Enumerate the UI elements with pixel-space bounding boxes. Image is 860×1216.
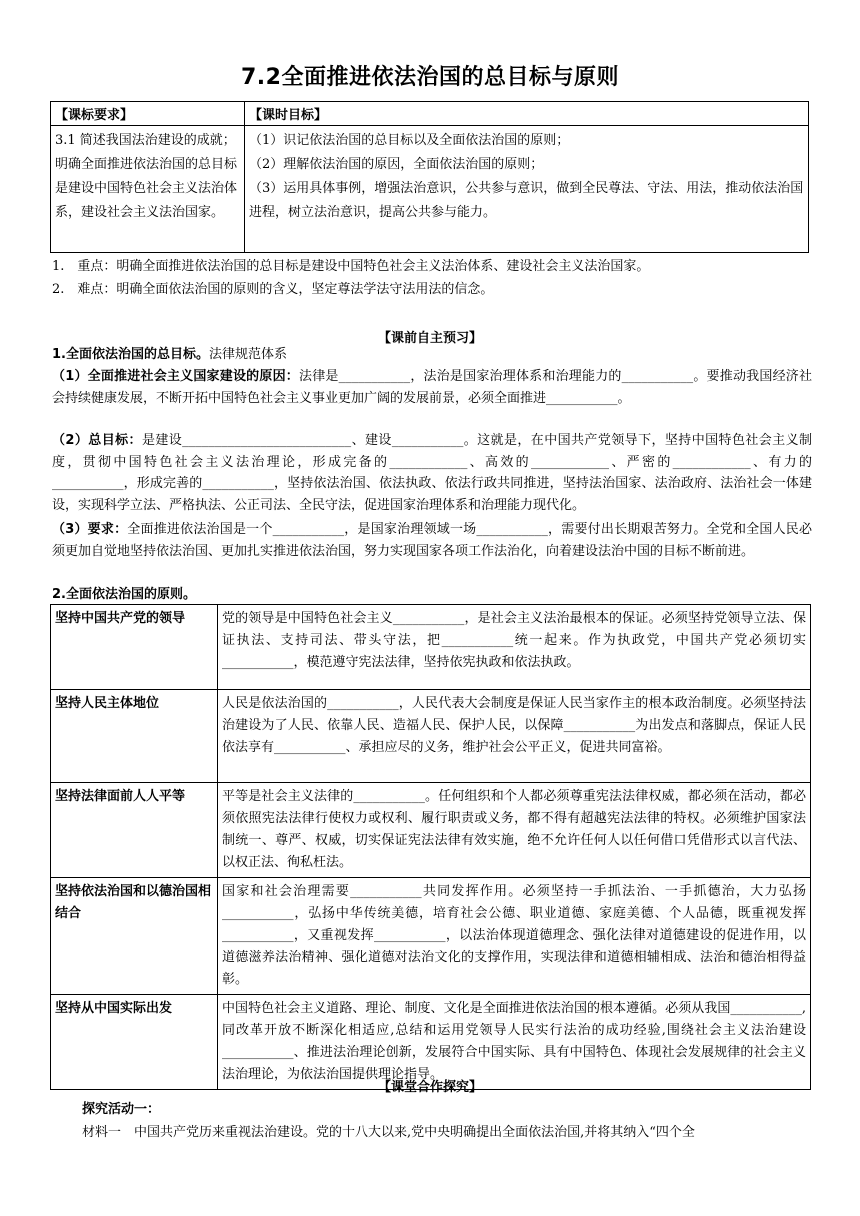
principle-row bbox=[51, 878, 811, 995]
inquiry-section-title: 【课堂合作探究】 bbox=[377, 1080, 482, 1095]
principle-row bbox=[51, 783, 811, 878]
paragraph-text: 法律是___________，法治是国家治理体系和治理能力的___________。要推动我国经济社会持续健康发展，不断开拓中国特色社会主义事业更加广阔的发展前景，必须全面推进___________。 bbox=[52, 369, 812, 406]
heading-normal: 法律规范体系 bbox=[208, 347, 287, 362]
page-title: 7.2全面推进依法治国的总目标与原则 bbox=[241, 65, 619, 90]
paragraph-label: （1）全面推进社会主义国家建设的原因： bbox=[52, 369, 299, 384]
key-point: 1. 重点：明确全面推进依法治国的总目标是建设中国特色社会主义法治体系、建设社会主义法治国家。 bbox=[52, 259, 650, 274]
paragraph-label: （3）要求： bbox=[52, 522, 128, 537]
preview-paragraph-2 bbox=[52, 430, 812, 516]
activity-title: 探究活动一： bbox=[82, 1102, 161, 1117]
principle-text: 平等是社会主义法律的___________。任何组织和个人都必须尊重宪法法律权威，都必须在活动，都必须依照宪法法律行使权力或权利、履行职责或义务，都不得有超越宪法法律的特权。必须维护国家法制统一、尊严、权威，切实保证宪法法律有效实施，绝不允许任何人以任何借口凭借形式以言代法、以权正法、徇私枉法。 bbox=[218, 783, 811, 878]
curriculum-header: 【课标要求】 bbox=[51, 102, 245, 126]
principle-text: 人民是依法治国的___________，人民代表大会制度是保证人民当家作主的根本政治制度。必须坚持法治建设为了人民、依靠人民、造福人民、保护人民，以保障___________为出发点和落脚点，保证人民依法享有___________、承担应尽的义务，维护社会公平正义，促进共同富裕。 bbox=[218, 690, 811, 783]
principle-name: 坚持依法治国和以德治国相结合 bbox=[51, 878, 218, 995]
objective-item: （3）运用具体事例，增强法治意识，公共参与意识，做到全民尊法、守法、用法，推动依法治国进程，树立法治意识，提高公共参与能力。 bbox=[249, 181, 804, 220]
paragraph-text: 是建设__________________________、建设___________。这就是，在中国共产党领导下，坚持中国特色社会主义制度，贯彻中国特色社会主义法治理论，形成完备的____________、高效的____________、严密的____________、有力的___________，形成完善的___________，坚持依法治国、依法执政、依法行政共同推进，坚持法治国家、法治政府、法治社会一体建设，实现科学立法、严格执法、公正司法、全民守法，促进国家治理体系和治理能力现代化。 bbox=[52, 433, 812, 513]
objectives-header: 【课时目标】 bbox=[245, 102, 809, 126]
preview-paragraph-3 bbox=[52, 519, 812, 562]
preview-heading-1 bbox=[52, 344, 812, 366]
paragraph-text: 全面推进依法治国是一个___________，是国家治理领域一场___________，需要付出长期艰苦努力。全党和全国人民必须更加自觉地坚持依法治国、更加扎实推进依法治国，努力实现国家各项工作法治化，向着建设法治中国的目标不断前进。 bbox=[52, 522, 812, 559]
objectives-cell bbox=[245, 126, 809, 253]
objective-item: （1）识记依法治国的总目标以及全面依法治国的原则； bbox=[249, 133, 570, 148]
objective-item: （2）理解依法治国的原因，全面依法治国的原则； bbox=[249, 157, 544, 172]
principle-name: 坚持中国共产党的领导 bbox=[51, 605, 218, 690]
curriculum-cell: 3.1 简述我国法治建设的成就；明确全面推进依法治国的总目标是建设中国特色社会主义法治体系，建设社会主义法治国家。 bbox=[51, 126, 245, 253]
principle-row bbox=[51, 605, 811, 690]
principle-row bbox=[51, 690, 811, 783]
principle-text: 中国特色社会主义道路、理论、制度、文化是全面推进依法治国的根本遵循。必须从我国___________,同改革开放不断深化相适应,总结和运用党领导人民实行法治的成功经验,围绕社会主义法治建设___________、推进法治理论创新，发展符合中国实际、具有中国特色、体现社会发展规律的社会主义法治理论，为依法治国提供理论指导。 bbox=[218, 995, 811, 1090]
principle-name: 坚持人民主体地位 bbox=[51, 690, 218, 783]
principle-name: 坚持法律面前人人平等 bbox=[51, 783, 218, 878]
difficult-point: 2. 难点：明确全面依法治国的原则的含义，坚定尊法学法守法用法的信念。 bbox=[52, 282, 494, 297]
paragraph-label: （2）总目标： bbox=[52, 433, 142, 448]
preview-section-title: 【课前自主预习】 bbox=[377, 331, 482, 346]
principle-name: 坚持从中国实际出发 bbox=[51, 995, 218, 1090]
preview-heading-2 bbox=[52, 584, 812, 606]
heading-bold: 2.全面依法治国的原则。 bbox=[52, 587, 196, 602]
preview-paragraph-1 bbox=[52, 366, 812, 409]
principles-table bbox=[50, 604, 811, 1090]
material-text: 材料一 中国共产党历来重视法治建设。党的十八大以来,党中央明确提出全面依法治国,并将其纳入“四个全 bbox=[82, 1125, 695, 1140]
goals-table bbox=[50, 101, 809, 253]
principle-text: 党的领导是中国特色社会主义___________，是社会主义法治最根本的保证。必须坚持党领导立法、保证执法、支持司法、带头守法，把___________统一起来。作为执政党，中国共产党必须切实___________，模范遵守宪法法律，坚持依宪执政和依法执政。 bbox=[218, 605, 811, 690]
heading-bold: 1.全面依法治国的总目标。 bbox=[52, 347, 209, 362]
principle-text: 国家和社会治理需要___________共同发挥作用。必须坚持一手抓法治、一手抓德治，大力弘扬___________，弘扬中华传统美德，培育社会公德、职业道德、家庭美德、个人品德，既重视发挥___________，又重视发挥___________，以法治体现道德理念、强化法律对道德建设的促进作用，以道德滋养法治精神、强化道德对法治文化的支撑作用，实现法律和道德相辅相成、法治和德治相得益彰。 bbox=[218, 878, 811, 995]
